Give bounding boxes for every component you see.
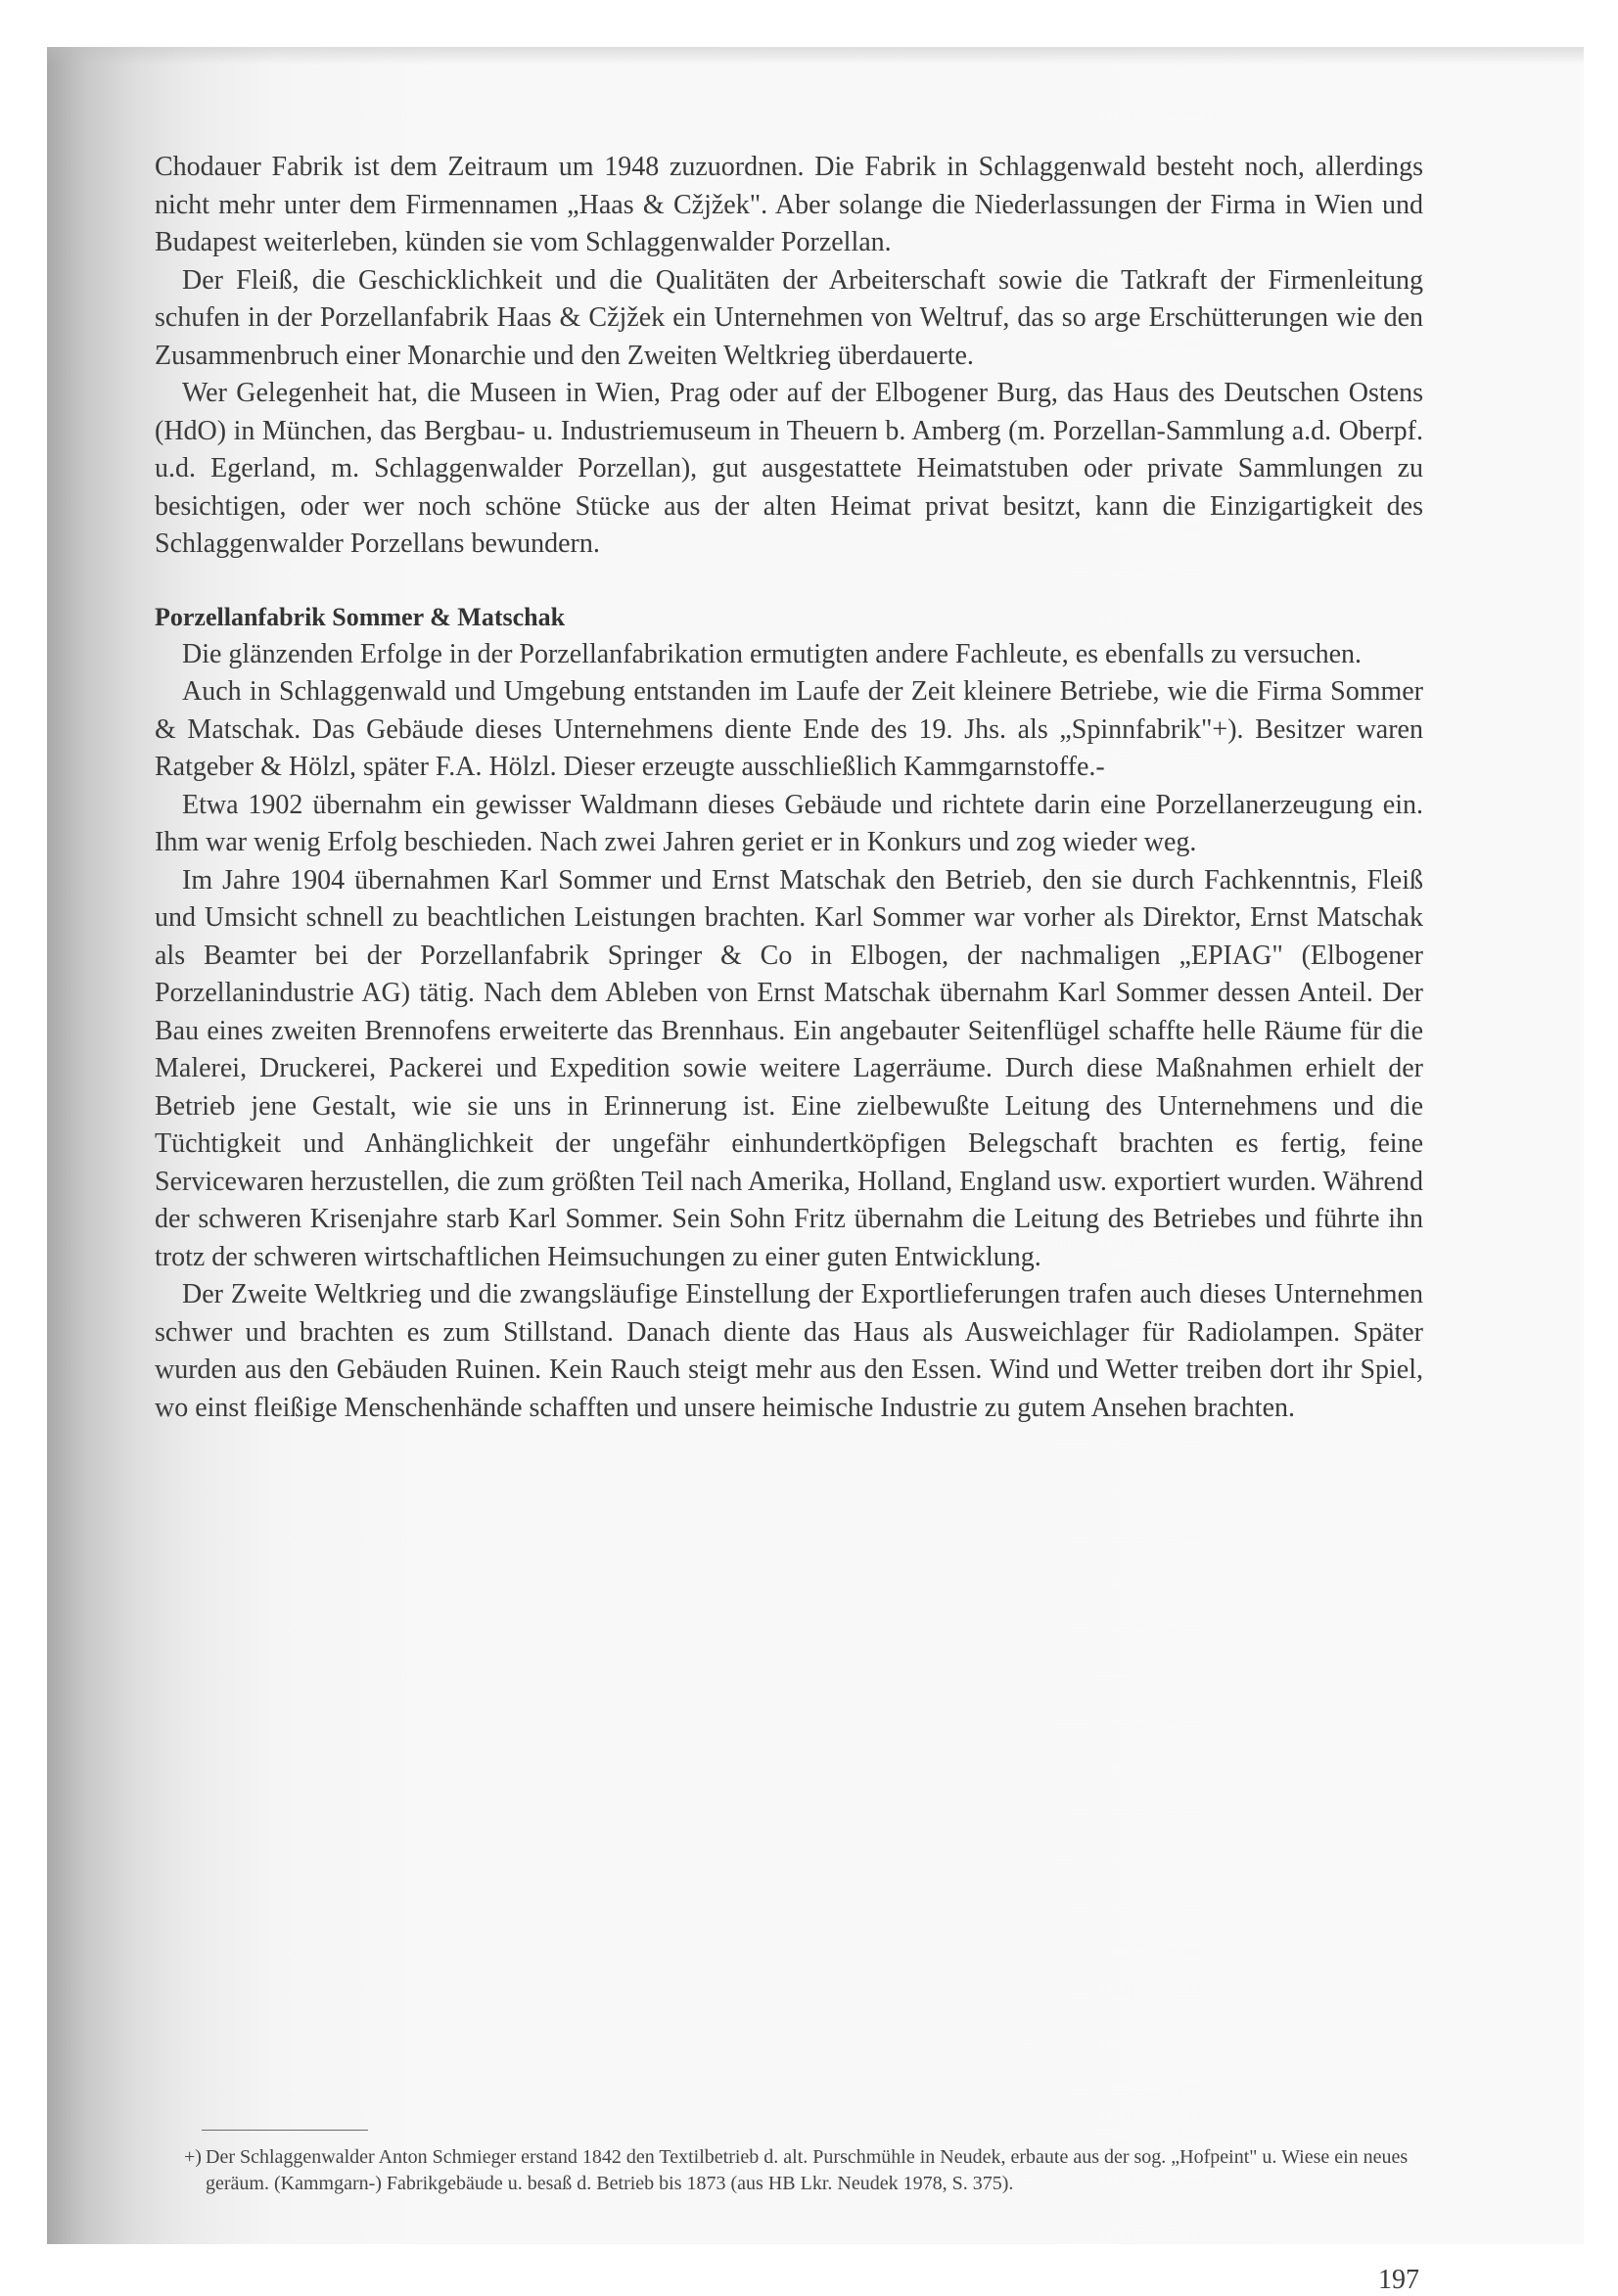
page-number: 197 — [1378, 2265, 1419, 2295]
section-heading: Porzellanfabrik Sommer & Matschak — [155, 602, 566, 631]
paragraph: Auch in Schlaggenwald und Umgebung entstanden im Laufe der Zeit kleinere Betriebe, wie die Firma Sommer & Matschak. Das Gebäude dieses Unternehmens diente Ende des 19. Jhs. als „Spinnfabrik"+). Besitzer waren Ratgeber & Hölzl, später F.A. Hölzl. Dieser erzeugte ausschließlich Kammgarnstoffe.- — [155, 676, 1423, 782]
main-text — [155, 149, 1423, 1427]
paragraph: Im Jahre 1904 übernahmen Karl Sommer und Ernst Matschak den Betrieb, den sie durch Fachkenntnis, Fleiß und Umsicht schnell zu beachtlichen Leistungen brachten. Karl Sommer war vorher als Direktor, Ernst Matschak als Beamter bei der Porzellanfabrik Springer & Co in Elbogen, der nachmaligen „EPIAG" (Elbogener Porzellanindustrie AG) tätig. Nach dem Ableben von Ernst Matschak übernahm Karl Sommer dessen Anteil. Der Bau eines zweiten Brennofens erweiterte das Brennhaus. Ein angebauter Seitenflügel schaffte helle Räume für die Malerei, Druckerei, Packerei und Expedition sowie weitere Lagerräume. Durch diese Maßnahmen erhielt der Betrieb jene Gestalt, wie sie uns in Erinnerung ist. Eine zielbewußte Leitung des Unternehmens und die Tüchtigkeit und Anhänglichkeit der ungefähr einhundertköpfigen Belegschaft brachten es fertig, feine Servicewaren herzustellen, die zum größten Teil nach Amerika, Holland, England usw. exportiert wurden. Während der schweren Krisenjahre starb Karl Sommer. Sein Sohn Fritz übernahm die Leitung des Betriebes und führte ihn trotz der schweren wirtschaftlichen Heimsuchungen zu einer guten Entwicklung. — [155, 864, 1423, 1272]
footnote-divider — [202, 2130, 368, 2131]
paragraph: Wer Gelegenheit hat, die Museen in Wien, Prag oder auf der Elbogener Burg, das Haus des Deutschen Ostens (HdO) in München, das Bergbau- u. Industriemuseum in Theuern b. Amberg (m. Porzellan-Sammlung a.d. Oberpf. u.d. Egerland, m. Schlaggenwalder Porzellan), gut ausgestattete Heimatstuben oder private Sammlungen zu besichtigen, oder wer noch schöne Stücke aus der alten Heimat privat besitzt, kann die Einzigartigkeit des Schlaggenwalder Porzellans bewundern. — [155, 378, 1423, 559]
footnote — [184, 2144, 1427, 2197]
footnote-marker: +) — [184, 2146, 202, 2168]
paragraph: Etwa 1902 übernahm ein gewisser Waldmann dieses Gebäude und richtete darin eine Porzellanerzeugung ein. Ihm war wenig Erfolg beschieden. Nach zwei Jahren geriet er in Konkurs und zog wieder weg. — [155, 789, 1423, 857]
page-edge-shadow — [47, 47, 1584, 65]
scanned-page — [47, 47, 1584, 2295]
paragraph: Der Fleiß, die Geschicklichkeit und die Qualitäten der Arbeiterschaft sowie die Tatkraft der Firmenleitung schufen in der Porzellanfabrik Haas & Cžjžek ein Unternehmen von Weltruf, das so arge Erschütterungen wie den Zusammenbruch einer Monarchie und den Zweiten Weltkrieg überdauerte. — [155, 264, 1423, 371]
paragraph: Chodauer Fabrik ist dem Zeitraum um 1948 zuzuordnen. Die Fabrik in Schlaggenwald besteht noch, allerdings nicht mehr unter dem Firmennamen „Haas & Cžjžek". Aber solange die Niederlassungen der Firma in Wien und Budapest weiterleben, künden sie vom Schlaggenwalder Porzellan. — [155, 152, 1423, 257]
paragraph: Der Zweite Weltkrieg und die zwangsläufige Einstellung der Exportlieferungen trafen auch dieses Unternehmen schwer und brachten es zum Stillstand. Danach diente das Haus als Ausweichlager für Radiolampen. Später wurden aus den Gebäuden Ruinen. Kein Rauch steigt mehr aus den Essen. Wind und Wetter treiben dort ihr Spiel, wo einst fleißige Menschenhände schafften und unsere heimische Industrie zu gutem Ansehen brachten. — [155, 1279, 1423, 1423]
footnote-text: Der Schlaggenwalder Anton Schmieger erstand 1842 den Textilbetrieb d. alt. Purschmühle in Neudek, erbaute aus der sog. „Hofpeint" u. Wiese ein neues geräum. (Kammgarn-) Fabrikgebäude u. besaß d. Betrieb bis 1873 (aus HB Lkr. Neudek 1978, S. 375). — [206, 2146, 1409, 2194]
paragraph: Die glänzenden Erfolge in der Porzellanfabrikation ermutigten andere Fachleute, es ebenfalls zu versuchen. — [182, 638, 1363, 669]
